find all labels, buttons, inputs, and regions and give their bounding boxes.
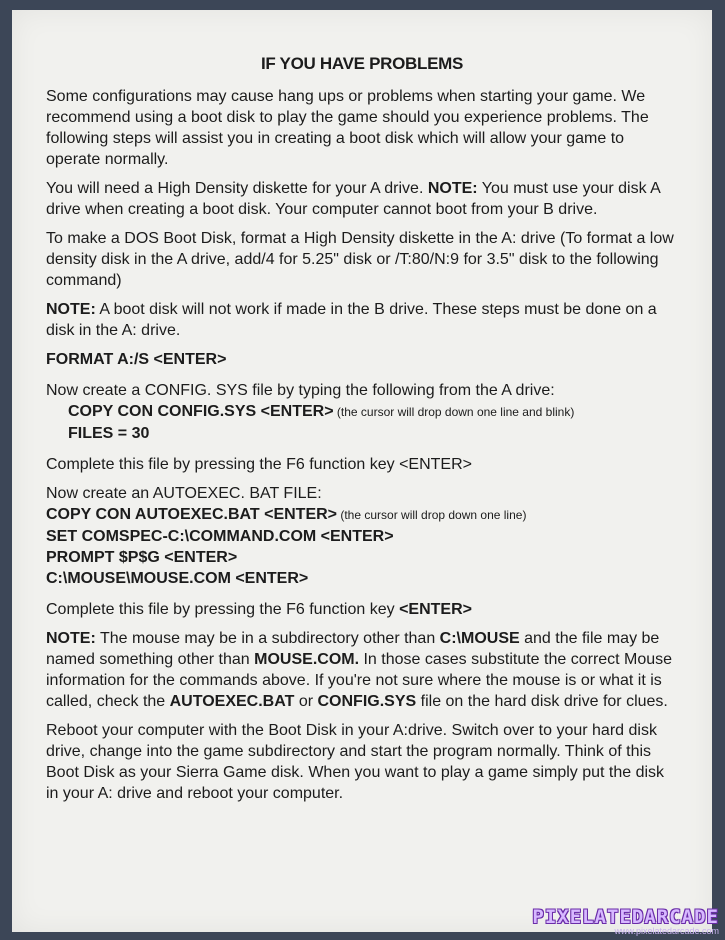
document-page bbox=[12, 10, 712, 932]
enter-key-label: <ENTER> bbox=[399, 601, 472, 618]
note-label: NOTE: bbox=[46, 630, 96, 647]
page-title: IF YOU HAVE PROBLEMS bbox=[260, 54, 464, 73]
config-intro: Now create a CONFIG. SYS file by typing the following from the A drive: bbox=[46, 382, 555, 399]
document-content bbox=[46, 54, 678, 812]
complete-instruction-2 bbox=[46, 599, 678, 620]
text: and the file may be named something other than bbox=[46, 630, 660, 668]
format-paragraph: To make a DOS Boot Disk, format a High Density diskette in the A: drive (To format a low density disk in the A drive, add/4 for 5.25" disk or /T:80/N:9 for 3.5" disk to the following command) bbox=[46, 230, 674, 289]
text: file on the hard disk drive for clues. bbox=[416, 693, 668, 710]
config-command-2: FILES = 30 bbox=[68, 425, 150, 442]
text: You will need a High Density diskette for your A drive. bbox=[46, 180, 428, 197]
autoexec-command-1 bbox=[46, 504, 678, 526]
autoexec-file: AUTOEXEC.BAT bbox=[169, 693, 295, 710]
diskette-paragraph bbox=[46, 178, 678, 220]
text: You must use your disk A drive when creating a boot disk. Your computer cannot boot from your B drive. bbox=[46, 180, 660, 218]
mouse-note-paragraph bbox=[46, 628, 678, 712]
note-label: NOTE: bbox=[46, 301, 96, 318]
text: In those cases substitute the correct Mouse information for the commands above. If you're not sure where the mouse is or what it is called, check the bbox=[46, 651, 673, 710]
autoexec-command-4: C:\MOUSE\MOUSE.COM <ENTER> bbox=[46, 570, 309, 587]
config-section bbox=[46, 380, 678, 444]
config-file: CONFIG.SYS bbox=[317, 693, 417, 710]
autoexec-command-2: SET COMSPEC-C:\COMMAND.COM <ENTER> bbox=[46, 528, 394, 545]
bdrive-note-paragraph bbox=[46, 299, 678, 341]
complete-instruction-1: Complete this file by pressing the F6 function key <ENTER> bbox=[46, 456, 472, 473]
text: The mouse may be in a subdirectory other than bbox=[95, 630, 440, 647]
watermark bbox=[532, 906, 719, 936]
command-note: (the cursor will drop down one line and blink) bbox=[333, 405, 575, 419]
command-text: COPY CON CONFIG.SYS <ENTER> bbox=[68, 403, 334, 420]
command-text: COPY CON AUTOEXEC.BAT <ENTER> bbox=[46, 506, 338, 523]
command-note: (the cursor will drop down one line) bbox=[337, 508, 527, 522]
format-command: FORMAT A:/S <ENTER> bbox=[46, 351, 227, 368]
mouse-file: MOUSE.COM. bbox=[254, 651, 360, 668]
autoexec-intro: Now create an AUTOEXEC. BAT FILE: bbox=[46, 485, 322, 502]
reboot-paragraph: Reboot your computer with the Boot Disk in your A:drive. Switch over to your hard disk drive, change into the game subdirectory and start the program normally. Think of this Boot Disk as your Sierra Game disk. When you want to play a game simply put the disk in your A: drive and reboot your computer. bbox=[46, 722, 665, 802]
text: Complete this file by pressing the F6 function key bbox=[46, 601, 400, 618]
config-command-1 bbox=[46, 401, 678, 423]
mouse-dir: C:\MOUSE bbox=[439, 630, 520, 647]
note-label: NOTE: bbox=[427, 180, 478, 197]
autoexec-command-3: PROMPT $P$G <ENTER> bbox=[46, 549, 238, 566]
autoexec-section bbox=[46, 483, 678, 589]
text: or bbox=[294, 693, 318, 710]
watermark-url: www.pixelatedarcade.com bbox=[614, 926, 719, 936]
watermark-title: PIXELATEDARCADE bbox=[532, 906, 719, 928]
intro-paragraph: Some configurations may cause hang ups or problems when starting your game. We recommend using a boot disk to play the game should you experience problems. The following steps will assist you in creating a boot disk which will allow your game to operate normally. bbox=[46, 88, 649, 168]
text: A boot disk will not work if made in the B drive. These steps must be done on a disk in the A: drive. bbox=[46, 301, 657, 339]
